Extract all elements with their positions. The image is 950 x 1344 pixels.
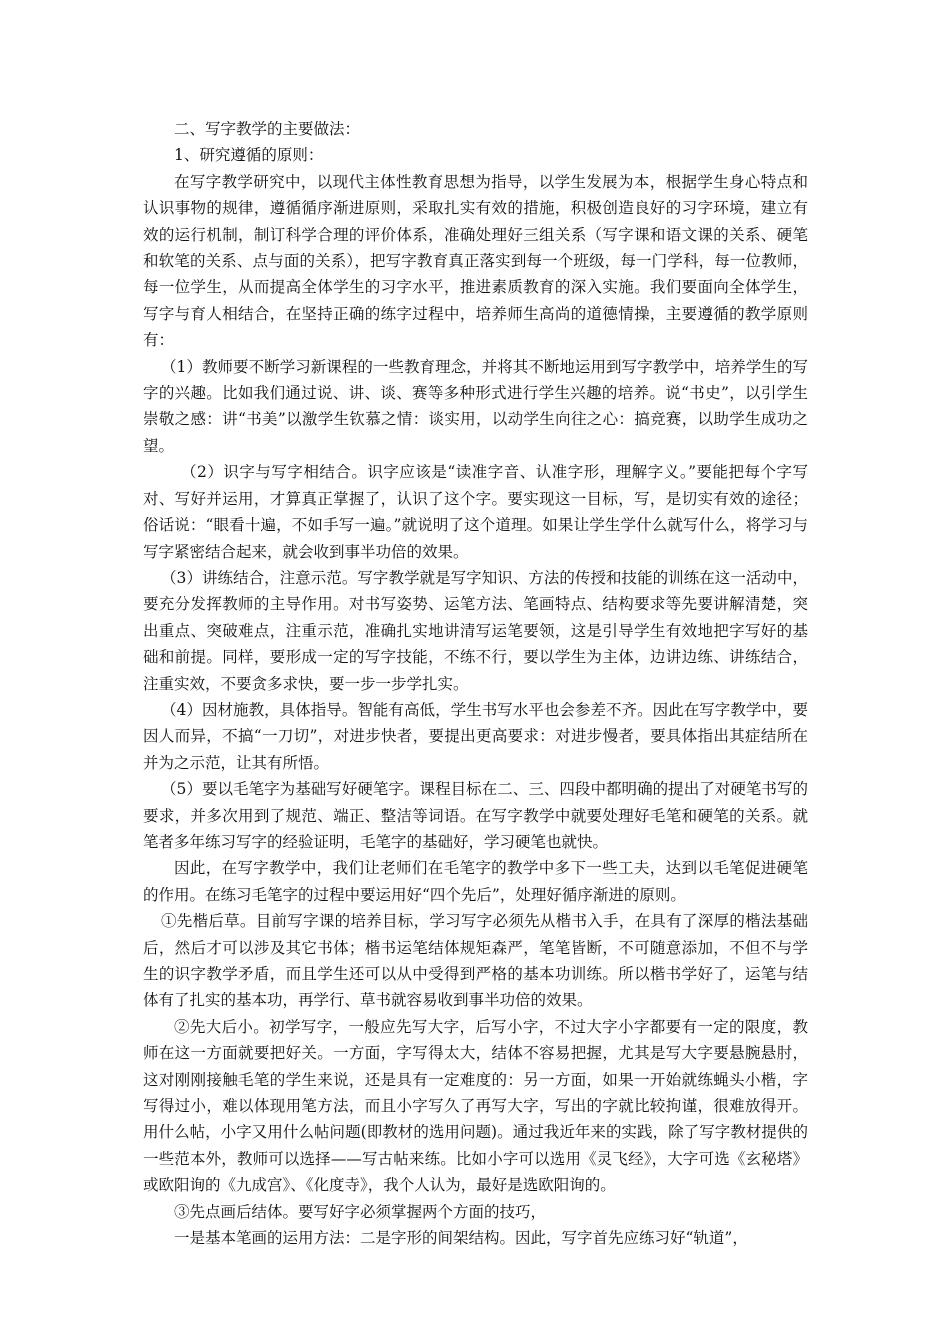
- document-body: [143, 116, 808, 1251]
- paragraph-rule-3-continued: 一是基本笔画的运用方法：二是字形的间架结构。因此，写字首先应练习好“轨道”，: [174, 1229, 748, 1248]
- paragraph-therefore: 因此，在写字教学中，我们让老师们在毛笔字的教学中多下一些工夫，达到以毛笔促进硬笔的作用。在练习毛笔字的过程中要运用好“四个先后”，处理好循序渐进的原则。: [143, 859, 808, 904]
- paragraph-rule-3: ③先点画后结体。要写好字必须掌握两个方面的技巧，: [174, 1202, 547, 1221]
- paragraph-rule-2: ②先大后小。初学写字，一般应先写大字，后写小字，不过大字小字都要有一定的限度，教师在这一方面就要把好关。一方面，字写得太大，结体不容易把握，尤其是写大字要悬腕悬肘，这对刚刚接触毛笔的学生来说，还是具有一定难度的：另一方面，如果一开始就练蝇头小楷，字写得过小，难以体现用笔方法，而且小字写久了再写大字，写出的字就比较拘谨，很难放得开。用什么帖，小字又用什么帖问题(即教材的选用问题)。通过我近年来的实践，除了写字教材提供的一些范本外，教师可以选择——写古帖来练。比如小字可以选用《灵飞经》，大字可选《玄秘塔》或欧阳询的《九成宫》、《化度寺》，我个人认为，最好是选欧阳询的。: [143, 1017, 808, 1195]
- paragraph-principle-4: （4）因材施教，具体指导。智能有高低，学生书写水平也会参差不齐。因此在写字教学中，要因人而异，不搞“一刀切”，对进步快者，要提出更高要求：对进步慢者，要具体指出其症结所在并为之示范，让其有所悟。: [143, 700, 808, 772]
- paragraph-principle-1: （1）教师要不断学习新课程的一些教育理念，并将其不断地运用到写字教学中，培养学生的写字的兴趣。比如我们通过说、讲、谈、赛等多种形式进行学生兴趣的培养。说“书史”，以引学生崇敬之感：讲“书美”以激学生钦慕之情：谈实用，以动学生向往之心：搞竞赛，以助学生成功之望。: [143, 357, 808, 455]
- paragraph-principle-2: （2）识字与写字相结合。识字应该是“读准字音、认准字形，理解字义。”要能把每个字写对、写好并运用，才算真正掌握了，认识了这个字。要实现这一目标，写，是切实有效的途径；俗话说：“眼看十遍，不如手写一遍。”就说明了这个道理。如果让学生学什么就写什么，将学习与写字紧密结合起来，就会收到事半功倍的效果。: [143, 463, 808, 561]
- paragraph-principle-3: （3）讲练结合，注意示范。写字教学就是写字知识、方法的传授和技能的训练在这一活动中，要充分发挥教师的主导作用。对书写姿势、运笔方法、笔画特点、结构要求等先要讲解清楚，突出重点、突破难点，注重示范，准确扎实地讲清写运笔要领，这是引导学生有效地把字写好的基础和前提。同样，要形成一定的写字技能，不练不行，要以学生为主体，边讲边练、讲练结合，注重实效，不要贪多求快，要一步一步学扎实。: [143, 568, 808, 693]
- paragraph-principle-5: （5）要以毛笔字为基础写好硬笔字。课程目标在二、三、四段中都明确的提出了对硬笔书写的要求，并多次用到了规范、端正、整洁等词语。在写字教学中就要处理好毛笔和硬笔的关系。就笔者多年练习写字的经验证明，毛笔字的基础好，学习硬笔也就快。: [143, 780, 808, 851]
- subsection-heading: 1、研究遵循的原则：: [174, 146, 324, 165]
- section-heading: 二、写字教学的主要做法：: [174, 120, 361, 138]
- paragraph-rule-1: ①先楷后草。目前写字课的培养目标，学习写字必须先从楷书入手，在具有了深厚的楷法基础后，然后才可以涉及其它书体；楷书运笔结体规矩森严，笔笔皆断，不可随意添加，不但不与学生的识字教学矛盾，而且学生还可以从中受得到严格的基本功训练。所以楷书学好了，运笔与结体有了扎实的基本功，再学行、草书就容易收到事半功倍的效果。: [143, 912, 808, 1010]
- paragraph-intro: 在写字教学研究中，以现代主体性教育思想为指导，以学生发展为本，根据学生身心特点和认识事物的规律，遵循循序渐进原则，采取扎实有效的措施，积极创造良好的习字环境，建立有效的运行机制，制订科学合理的评价体系，准确处理好三组关系（写字课和语文课的关系、硬笔和软笔的关系、点与面的关系），把写字教育真正落实到每一个班级，每一门学科，每一位教师，每一位学生，从而提高全体学生的习字水平，推进素质教育的深入实施。我们要面向全体学生，写字与育人相结合，在坚持正确的练字过程中，培养师生高尚的道德情操，主要遵循的教学原则有：: [143, 172, 808, 350]
